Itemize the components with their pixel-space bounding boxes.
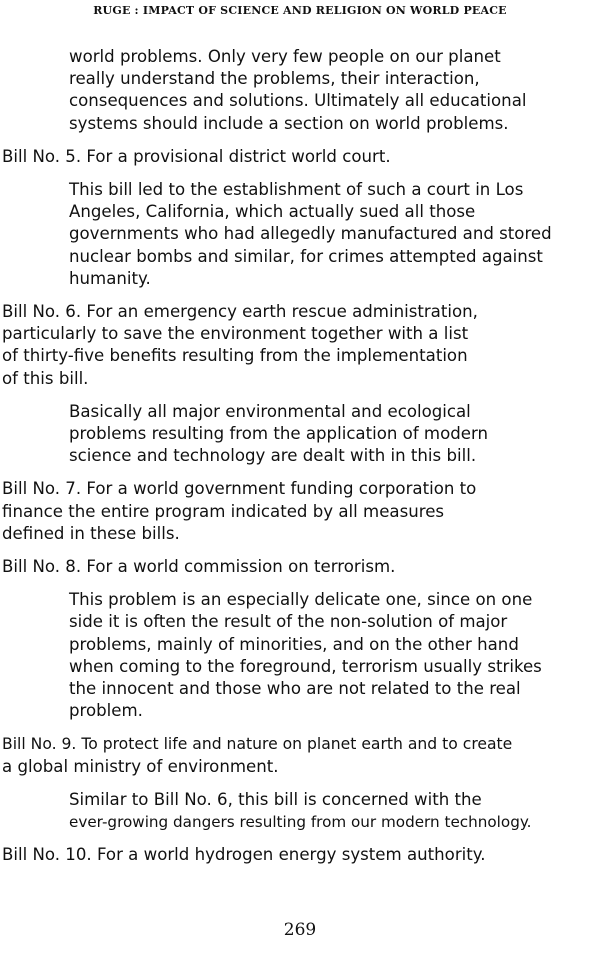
bill-5 <box>0 146 596 168</box>
text-line: world problems. Only very few people on our planet <box>69 47 501 66</box>
text-line: governments who had allegedly manufactured and stored <box>69 224 552 244</box>
text-line: This problem is an especially delicate one, since on one <box>69 590 533 610</box>
text-line: problems resulting from the application of modern <box>69 424 489 444</box>
text-line: really understand the problems, their interaction, <box>69 69 480 89</box>
bill-line: finance the entire program indicated by all measures <box>2 501 445 521</box>
text-line: side it is often the result of the non-solution of major <box>69 612 508 632</box>
body-text <box>0 46 596 867</box>
text-line: the innocent and those who are not related to the real <box>69 679 521 699</box>
bill-10 <box>0 844 596 866</box>
text-line: problem. <box>69 701 143 721</box>
paragraph-bill-9-description <box>0 789 596 833</box>
paragraph-bill-6-description <box>0 401 596 468</box>
text-line: systems should include a section on world problems. <box>69 113 509 133</box>
bill-9 <box>0 733 596 777</box>
bill-7 <box>0 478 596 545</box>
bill-8 <box>0 556 596 578</box>
bill-line: a global ministry of environment. <box>2 756 279 776</box>
bill-line: Bill No. 9. To protect life and nature on planet earth and to create <box>2 735 513 754</box>
bill-6 <box>0 301 596 390</box>
text-line: ever-growing dangers resulting from our modern technology. <box>69 813 532 832</box>
bill-line: of thirty-five benefits resulting from the implementation <box>2 346 468 366</box>
text-line: problems, mainly of minorities, and on the other hand <box>69 634 519 654</box>
text-line: Basically all major environmental and ecological <box>69 401 471 421</box>
bill-line: Bill No. 6. For an emergency earth rescue administration, <box>2 302 478 322</box>
paragraph-bill-8-description <box>0 589 596 722</box>
text-line: when coming to the foreground, terrorism usually strikes <box>69 656 542 676</box>
bill-line: particularly to save the environment together with a list <box>2 324 469 344</box>
bill-line: defined in these bills. <box>2 523 180 543</box>
text-line: nuclear bombs and similar, for crimes attempted against <box>69 246 543 266</box>
text-line: This bill led to the establishment of such a court in Los <box>69 180 524 200</box>
text-line: science and technology are dealt with in this bill. <box>69 446 477 466</box>
paragraph-world-problems <box>0 46 596 135</box>
bill-line: Bill No. 10. For a world hydrogen energy system authority. <box>2 845 486 865</box>
page-number: 269 <box>283 920 317 940</box>
bill-line: Bill No. 5. For a provisional district world court. <box>2 146 391 166</box>
bill-line: of this bill. <box>2 368 89 388</box>
text-line: Similar to Bill No. 6, this bill is concerned with the <box>69 789 482 809</box>
paragraph-bill-5-description <box>0 179 596 290</box>
text-line: Angeles, California, which actually sued all those <box>69 202 476 222</box>
bill-line: Bill No. 8. For a world commission on terrorism. <box>2 557 396 577</box>
bill-line: Bill No. 7. For a world government funding corporation to <box>2 479 477 499</box>
running-head: RUGE : IMPACT OF SCIENCE AND RELIGION ON WORLD PEACE <box>93 4 507 17</box>
text-line: consequences and solutions. Ultimately all educational <box>69 91 527 111</box>
text-line: humanity. <box>69 268 151 288</box>
